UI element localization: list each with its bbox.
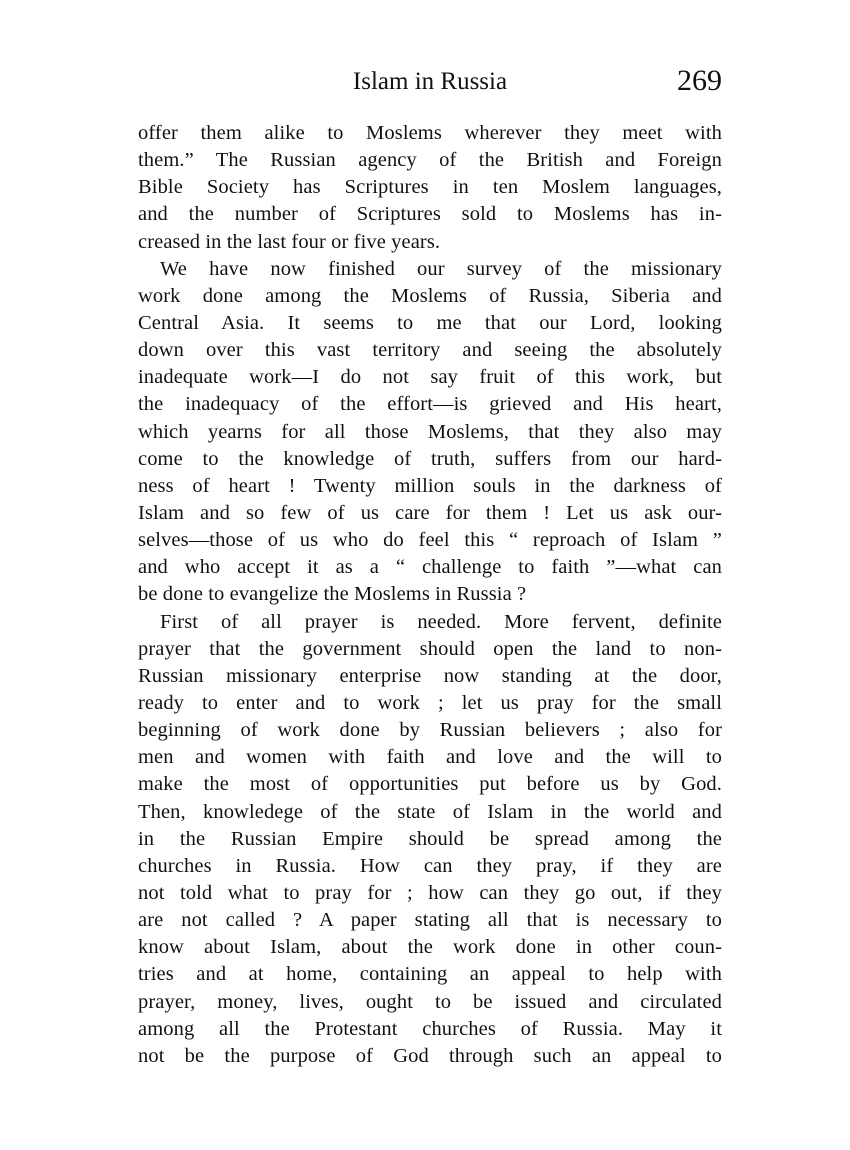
text-line: selves—those of us who do feel this “ reproach of Islam ”	[138, 529, 722, 552]
text-line: offer them alike to Moslems wherever they meet with	[138, 122, 722, 144]
text-line: ready to enter and to work ; let us pray for the small	[138, 691, 722, 714]
text-line: First of all prayer is needed. More fervent, definite	[160, 610, 722, 633]
text-line: and who accept it as a “ challenge to faith ”—what can	[138, 556, 722, 579]
text-line: not be the purpose of God through such an appeal to	[138, 1044, 722, 1067]
text-line: Russian missionary enterprise now standing at the door,	[138, 664, 722, 687]
text-line: Then, knowledege of the state of Islam in the world and	[138, 800, 722, 823]
text-line: down over this vast territory and seeing the absolutely	[138, 339, 722, 362]
text-line: the inadequacy of the effort—is grieved and His heart,	[138, 393, 722, 416]
text-line: not told what to pray for ; how can they go out, if they	[138, 881, 722, 904]
text-line: prayer, money, lives, ought to be issued and circulated	[138, 990, 722, 1013]
text-line: beginning of work done by Russian believers ; also for	[138, 719, 722, 742]
page-number: 269	[677, 64, 722, 97]
text-line: prayer that the government should open the land to non-	[138, 637, 722, 660]
text-line: are not called ? A paper stating all that is necessary to	[138, 909, 722, 932]
text-line: We have now finished our survey of the missionary	[160, 257, 722, 280]
running-title: Islam in Russia	[352, 68, 508, 95]
text-line: Central Asia. It seems to me that our Lord, looking	[138, 311, 722, 334]
text-line: Bible Society has Scriptures in ten Moslem languages,	[138, 176, 722, 199]
text-line: creased in the last four or five years.	[138, 230, 441, 253]
text-line: tries and at home, containing an appeal to help with	[138, 963, 722, 986]
text-line: in the Russian Empire should be spread among the	[138, 827, 722, 850]
text-line: Islam and so few of us care for them ! Let us ask our-	[138, 501, 722, 524]
paragraph	[138, 609, 722, 1070]
text-line: them.” The Russian agency of the British and Foreign	[138, 149, 722, 172]
text-line: and the number of Scriptures sold to Moslems has in-	[138, 203, 722, 226]
text-line: among all the Protestant churches of Russia. May it	[138, 1017, 722, 1040]
text-line: which yearns for all those Moslems, that they also may	[138, 420, 722, 443]
text-line: work done among the Moslems of Russia, Siberia and	[138, 284, 722, 307]
text-line: churches in Russia. How can they pray, if they are	[138, 854, 722, 877]
body-text	[138, 120, 722, 1070]
paragraph	[138, 120, 722, 256]
text-line: inadequate work—I do not say fruit of this work, but	[138, 366, 722, 389]
text-line: make the most of opportunities put before us by God.	[138, 773, 722, 796]
text-line: be done to evangelize the Moslems in Russia ?	[138, 583, 527, 606]
text-line: know about Islam, about the work done in other coun-	[138, 936, 722, 959]
text-line: men and women with faith and love and the will to	[138, 746, 722, 769]
text-line: come to the knowledge of truth, suffers from our hard-	[138, 447, 722, 470]
text-line: ness of heart ! Twenty million souls in the darkness of	[138, 474, 722, 497]
paragraph	[138, 256, 722, 609]
running-head	[138, 62, 722, 102]
